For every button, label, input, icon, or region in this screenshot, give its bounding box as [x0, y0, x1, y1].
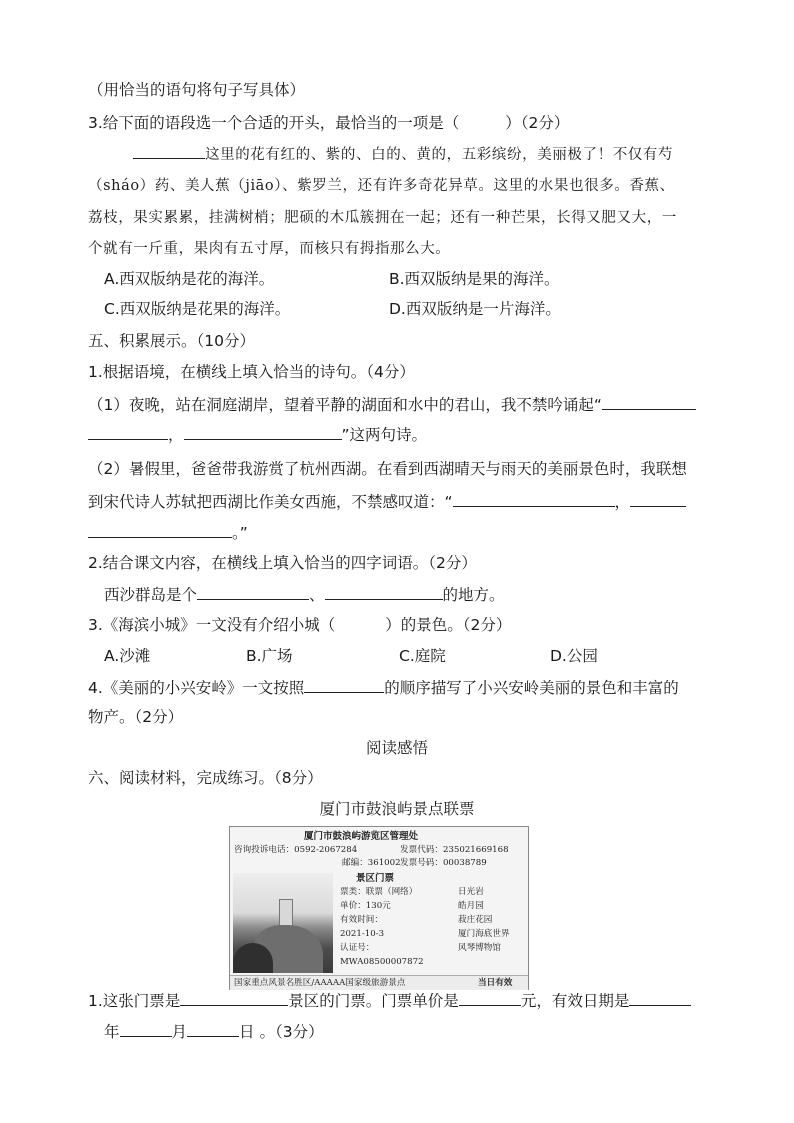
s6-q1-a: 1.这张门票是 — [88, 992, 181, 1010]
answer-blank[interactable] — [304, 677, 384, 693]
answer-blank[interactable] — [88, 424, 168, 440]
s5-q3-option-b[interactable]: B.广场 — [246, 647, 293, 665]
s5-q1-part2-cont — [88, 491, 686, 512]
separator: 、 — [309, 586, 325, 604]
ticket-footer-text: 国家重点风景名胜区/AAAAA国家级旅游景点 — [234, 978, 406, 988]
s5-q1-part2-end-text: 。” — [232, 524, 248, 542]
comma: ， — [168, 426, 184, 444]
option-c[interactable]: C.西双版纳是花果的海洋。 — [104, 300, 291, 318]
ticket-spot: 菽庄花园 — [458, 915, 493, 925]
answer-blank[interactable] — [120, 1021, 172, 1037]
answer-blank[interactable] — [197, 584, 309, 600]
reading-heading: 阅读感悟 — [365, 739, 428, 757]
answer-blank[interactable] — [187, 1021, 239, 1037]
s5-q2-pre: 西沙群岛是个 — [104, 586, 198, 604]
option-d[interactable]: D.西双版纳是一片海洋。 — [389, 300, 561, 318]
ticket-caption: 厦门市鼓浪屿景点联票 — [319, 800, 475, 818]
ticket-cert-label: 认证号： — [340, 943, 375, 953]
instruction-hint: （用恰当的语句将句子写具体） — [88, 81, 306, 99]
day-label: 日 。（3分） — [239, 1023, 324, 1041]
s5-q1-part2-end — [88, 522, 248, 543]
ticket-price: 单价：130元 — [340, 901, 391, 911]
answer-blank[interactable] — [133, 143, 205, 159]
answer-blank[interactable] — [180, 990, 288, 1006]
s6-q1-c: 元，有效日期是 — [520, 992, 630, 1010]
ticket-phone: 咨询投诉电话：0592-2067284 — [234, 845, 358, 855]
s5-question-4-cont: 物产。（2分） — [88, 708, 184, 726]
ticket-spot: 厦门海底世界 — [458, 929, 510, 939]
passage-text: 这里的花有红的、紫的、白的、黄的，五彩缤纷，美丽极了！不仅有芍 — [205, 147, 674, 163]
s5-q2-end: 的地方。 — [442, 586, 505, 604]
answer-blank[interactable] — [602, 394, 696, 410]
s6-question-1 — [88, 990, 691, 1011]
ticket-cert-no: MWA08500007872 — [340, 957, 424, 967]
section-5-heading: 五、积累展示。（10分） — [88, 332, 255, 350]
s5-q1-part1-text: （1）夜晚，站在洞庭湖岸，望着平静的湖面和水中的君山，我不禁吟诵起“ — [88, 396, 602, 414]
ticket-spot: 风琴博物馆 — [458, 943, 501, 953]
ticket-date: 2021-10-3 — [340, 929, 385, 939]
answer-blank[interactable] — [459, 990, 521, 1006]
s5-question-1: 1.根据语境，在横线上填入恰当的诗句。（4分） — [88, 363, 415, 381]
s5-question-3 — [88, 615, 511, 635]
passage-line-1 — [133, 143, 673, 165]
s5-q1-part2: （2）暑假里，爸爸带我游赏了杭州西湖。在看到西湖晴天与雨天的美丽景色时，我联想 — [88, 460, 687, 478]
ticket-valid-label: 有效时间： — [340, 915, 383, 925]
s5-question-4 — [88, 677, 679, 698]
option-b[interactable]: B.西双版纳是果的海洋。 — [389, 270, 560, 288]
s5-q2-fill — [104, 584, 505, 605]
s5-q4-end: 的顺序描写了小兴安岭美丽的景色和丰富的 — [384, 679, 679, 697]
s5-q1-part1-cont — [88, 424, 427, 445]
s5-q3-option-c[interactable]: C.庭院 — [399, 647, 446, 665]
section-6-heading: 六、阅读材料，完成练习。（8分） — [88, 769, 323, 787]
question-3-tail: ）（2分） — [505, 114, 570, 132]
option-a[interactable]: A.西双版纳是花的海洋。 — [104, 270, 275, 288]
ticket-footer-right: 当日有效 — [478, 978, 513, 988]
s6-question-1-cont — [104, 1021, 324, 1042]
answer-blank[interactable] — [325, 584, 443, 600]
ticket-invoice: 发票号码：00038789 — [400, 858, 487, 868]
s5-q3-option-d[interactable]: D.公园 — [550, 647, 598, 665]
s5-q1-part1-end: ”这两句诗。 — [341, 426, 428, 444]
year-label: 年 — [104, 1023, 120, 1041]
ticket-org: 厦门市鼓浪屿游览区管理处 — [304, 831, 419, 842]
answer-blank[interactable] — [88, 522, 232, 538]
answer-blank[interactable] — [184, 424, 342, 440]
s5-q4-pre: 4.《美丽的小兴安岭》一文按照 — [88, 679, 305, 697]
answer-blank[interactable] — [453, 491, 615, 507]
ticket-postcode: 邮编：361002 — [342, 858, 401, 868]
s5-question-2: 2.结合课文内容，在横线上填入恰当的四字词语。（2分） — [88, 554, 477, 572]
month-label: 月 — [171, 1023, 188, 1041]
answer-blank[interactable] — [630, 491, 686, 507]
ticket-spot: 日光岩 — [458, 887, 484, 897]
question-3-text: 3.给下面的语段选一个合适的开头，最恰当的一项是（ — [88, 114, 460, 132]
answer-blank[interactable] — [629, 990, 691, 1006]
ticket-photo — [233, 873, 333, 973]
passage-line-4: 个就有一斤重，果肉有五寸厚，而核只有拇指那么大。 — [88, 241, 451, 257]
s5-q3-pre: 3.《海滨小城》一文没有介绍小城（ — [88, 616, 336, 634]
s5-q3-end: ）的景色。（2分） — [385, 616, 512, 634]
ticket-footer — [230, 975, 528, 991]
ticket-code: 发票代码：235021669168 — [400, 845, 509, 855]
s6-q1-b: 景区的门票。门票单价是 — [288, 992, 459, 1010]
s5-q1-part1 — [88, 394, 696, 415]
comma: ， — [614, 493, 631, 511]
s5-q1-part2-text: 到宋代诗人苏轼把西湖比作美女西施，不禁感叹道：“ — [88, 493, 453, 511]
ticket-spot: 皓月园 — [458, 901, 484, 911]
passage-line-2: （sháo）药、美人蕉（jiāo）、紫罗兰，还有许多奇花异草。这里的水果也很多。香蕉、 — [88, 178, 675, 194]
ticket-kind: 票类：联票（网络） — [340, 887, 418, 897]
ticket-title: 景区门票 — [356, 873, 395, 884]
s5-q3-option-a[interactable]: A.沙滩 — [104, 647, 151, 665]
ticket-image — [229, 826, 529, 992]
passage-line-3: 荔枝，果实累累，挂满树梢；肥硕的木瓜簇拥在一起；还有一种芒果，长得又肥又大，一 — [88, 210, 677, 226]
question-3 — [88, 113, 569, 133]
